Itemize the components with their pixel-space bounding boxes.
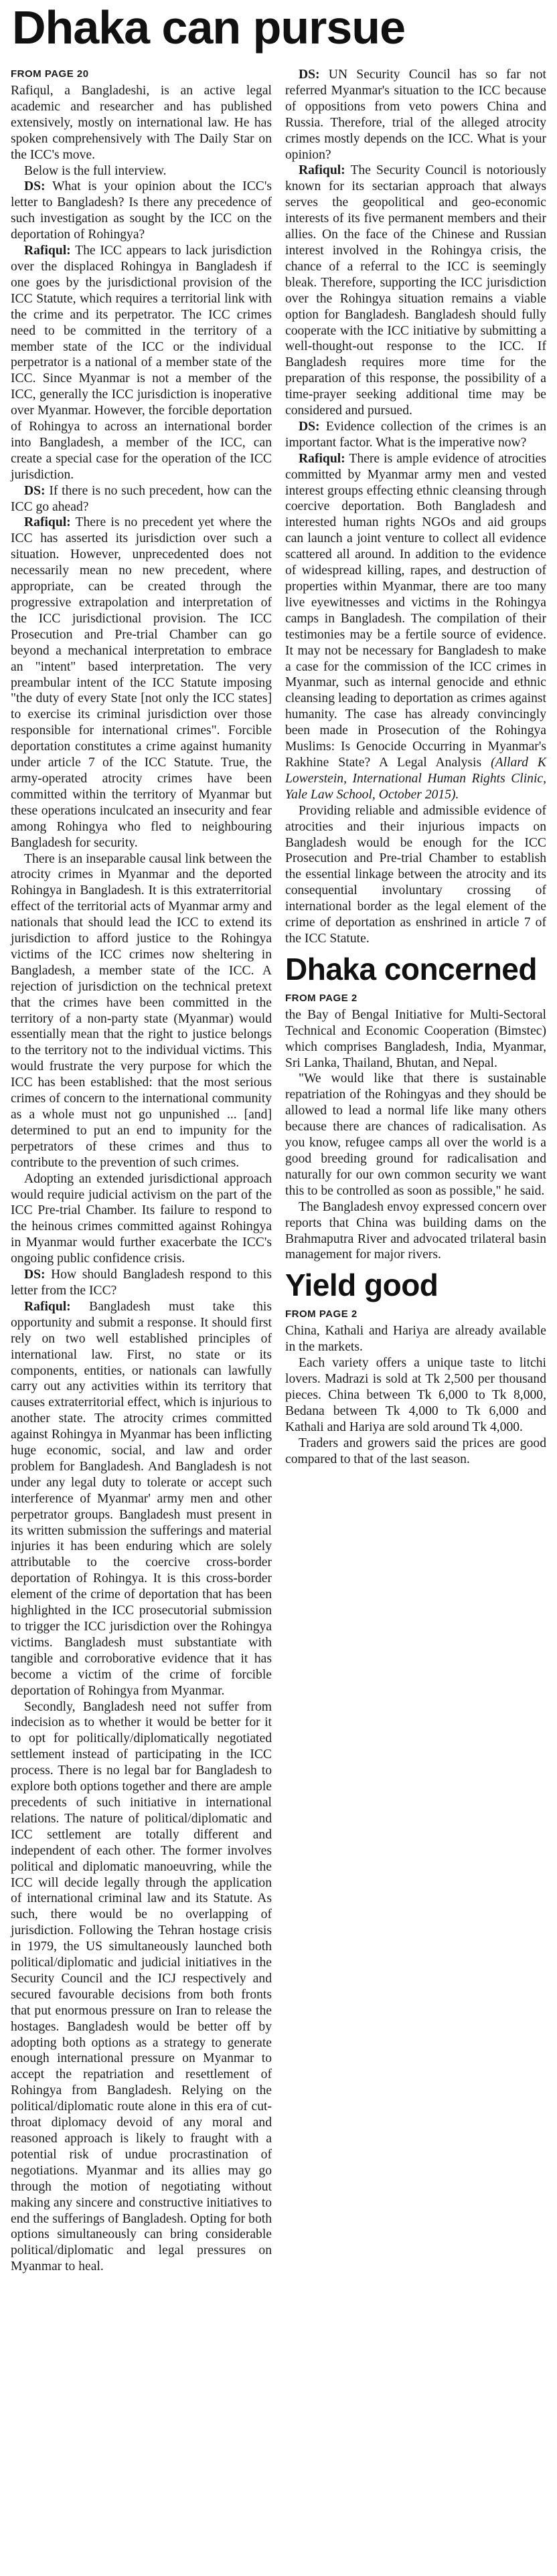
- answer-2: [11, 515, 272, 851]
- yield-good-paragraph-3: Traders and growers said the prices are good compared to that of the last season.: [285, 1436, 546, 1466]
- answer-text: The ICC appears to lack jurisdiction over the displaced Rohingya in Bangladesh if one goes by the jurisdictional provision of the ICC Statute, which requires a territorial link with the crime and its perpetrator. The ICC crimes need to be committed in the territory of a member state of the ICC or the individual perpetrator is a national of a member state of the ICC. Since Myanmar is not a member of the ICC, generally the ICC jurisdiction is inoperative over Myanmar. However, the forcible deportation of Rohingya to across an international border into Bangladesh, a member of the ICC, can create a special case for the operation of the ICC jurisdiction.: [11, 244, 272, 482]
- left-column: [11, 67, 272, 2275]
- answer-text: Bangladesh must take this opportunity and submit a response. It should first rely on two well established principles of international law. First, no state or its components, entities, or nationals can lawfully carry out any activities within its territory that causes extraterritorial effect, which is injurious to another state. The atrocity crimes committed against Rohingya in Myanmar has been inflicting huge economic, social, and law and order problem for Bangladesh. And Bangladesh is not under any legal duty to tolerate or accept such interference of Myanmar' army men and other perpetrator groups. Bangladesh must present in its written submission the sufferings and material injuries it has been enduring which are solely attributable to the coercive cross-border deportation of Rohingya. It is this cross-border element of the crime of deportation that has been highlighted in the ICC prosecutorial submission to trigger the ICC jurisdiction over the Rohingya victims. Bangladesh must substantiate with tangible and corroborative evidence that it has become a victim of the crime of forcible deportation of Rohingya from Myanmar.: [11, 1299, 272, 1698]
- intro-paragraph: Rafiqul, a Bangladeshi, is an active legal academic and researcher and has published extensively, mostly on international law. He has spoken comprehensively with The Daily Star on the ICC's move.: [11, 84, 272, 162]
- question-3: [11, 1267, 272, 1299]
- answer-text: The Security Council is notoriously known for its sectarian approach that always serves the geopolitical and geo-economic interests of its five permanent members and their allies. On the face of the Chinese and Russian interest involved in the Rohingya crisis, the chance of a referral to the ICC is seemingly bleak. Therefore, supporting the ICC jurisdiction over the Rohingya situation remains a viable option for Bangladesh. Bangladesh should fully cooperate with the ICC initiative by submitting a well-thought-out response to the ICC. If Bangladesh requires more time for the preparation of this response, the possibility of a time-prayer seeking additional time may be considered and pursued.: [285, 163, 547, 418]
- answer-text: There is no precedent yet where the ICC has asserted its jurisdiction over such a situation. However, unprecedented does not necessarily mean no new precedent, where appropriate, can be created through the progressive extrapolation and interpretation of the ICC jurisdictional provision. The ICC Prosecution and Pre-trial Chamber can go beyond a mechanical interpretation to embrace an "intent" based interpretation. The very preambular intent of the ICC Statute imposing "the duty of every State [not only the ICC states] to exercise its criminal jurisdiction over those responsible for international crimes". Forcible deportation constitutes a crime against humanity under article 7 of the ICC Statute. True, the army-operated atrocity crimes have been committed within the territory of Myanmar but these operations inculcated an insecurity and fear among Rohingya who fled to neighbouring Bangladesh for security.: [11, 515, 272, 850]
- question-label: DS:: [24, 1268, 46, 1282]
- answer-label: Rafiqul:: [24, 244, 71, 258]
- answer-label: Rafiqul:: [24, 515, 71, 530]
- question-label: DS:: [24, 483, 46, 498]
- yield-good-dateline: FROM PAGE 2: [285, 1308, 357, 1320]
- question-4: [285, 67, 546, 163]
- article-dateline: FROM PAGE 20: [11, 68, 89, 80]
- question-text: UN Security Council has so far not referred Myanmar's situation to the ICC because of oppositions from veto powers China and Russia. Therefore, trial of the alleged atrocity crimes mostly depends on the ICC. What is your opinion?: [285, 68, 547, 162]
- intro-note: Below is the full interview.: [24, 163, 167, 178]
- dhaka-concerned-headline: Dhaka concerned: [285, 951, 537, 986]
- question-label: DS:: [24, 179, 46, 194]
- answer-label: Rafiqul:: [299, 451, 345, 466]
- question-text: How should Bangladesh respond to this letter from the ICC?: [11, 1268, 272, 1298]
- dhaka-concerned-paragraph-1: the Bay of Bengal Initiative for Multi-Sectoral Technical and Economic Cooperation (Bimstec) which comprises Bangladesh, India, Myanmar, Sri Lanka, Thailand, Bhutan, and Nepal.: [285, 1007, 546, 1070]
- yield-good-headline: Yield good: [285, 1268, 439, 1303]
- article-headline: Dhaka can pursue: [12, 1, 405, 54]
- dhaka-concerned-paragraph-2: "We would like that there is sustainable repatriation of the Rohingyas and they should be allowed to lead a normal life like many others because there are chances of radicalisation. As you know, refugee camps all over the world is a good breeding ground for radicalisation and naturally for our own common security we want this to be controlled as soon as possible," he said.: [285, 1071, 546, 1198]
- answer-1: [11, 243, 272, 483]
- body-paragraph-secondly: Secondly, Bangladesh need not suffer from indecision as to whether it would be better for it to opt for politically/diplomatically negotiated settlement instead of participating in the ICC process. There is no legal bar for Bangladesh to explore both options together and there are ample precedents of such initiative in international relations. The nature of political/diplomatic and ICC settlement are totally different and independent of each other. The former involves political and diplomatic manoeuvring, while the ICC will decide legally through the application of international criminal law and its Statute. As such, there would be no overlapping of jurisdiction. Following the Tehran hostage crisis in 1979, the US simultaneously launched both political/diplomatic and judicial initiatives in the Security Council and the ICJ respectively and secured favourable decisions from both fronts that put enormous pressure on Iran to release the hostages. Bangladesh would be better off by adopting both options as a strategy to generate enough international pressure on Myanmar to accept the repatriation and resettlement of Rohingya from Bangladesh. Relying on the political/diplomatic route alone in this era of cut-throat diplomacy devoid of any moral and reasoned approach is likely to fraught with a potential risk of undue procrastination of negotiations. Myanmar and its allies may go through the motion of negotiating without making any sincere and constructive initiatives to end the sufferings of Bangladesh. Opting for both options simultaneously can bring considerable political/diplomatic and legal pressures on Myanmar to heal.: [11, 1699, 272, 2274]
- question-text: If there is no such precedent, how can the ICC go ahead?: [11, 483, 272, 514]
- question-5: [285, 419, 546, 451]
- body-paragraph-causal-link: There is an inseparable causal link between the atrocity crimes in Myanmar and the deported Rohingya in Bangladesh. It is this extraterritorial effect of the territorial acts of Myanmar army and nationals that should lead the ICC to extend its jurisdiction to afford justice to the Rohingya victims of the ICC crimes now sheltering in Bangladesh, a member state of the ICC. A rejection of jurisdiction on the technical pretext that the crimes have been committed in the territory of a non-party state (Myanmar) would essentially mean that the right to justice belongs to the territory not to the individual victims. This would frustrate the very purpose for which the ICC has been established: that the most serious crimes of concern to the international community as a whole must not go unpunished ... [and] determined to put an end to impunity for the perpetrators of these crimes and thus to contribute to the prevention of such crimes.: [11, 851, 272, 1170]
- question-label: DS:: [299, 68, 320, 82]
- question-text: Evidence collection of the crimes is an important factor. What is the imperative now?: [285, 419, 547, 450]
- right-column: [285, 67, 546, 1468]
- answer-label: Rafiqul:: [299, 163, 345, 178]
- yield-good-paragraph-1: China, Kathali and Hariya are already available in the markets.: [285, 1324, 546, 1355]
- answer-4: [285, 163, 546, 419]
- question-text: What is your opinion about the ICC's letter to Bangladesh? Is there any precedence of such investigation as sought by the ICC on the deportation of Rohingya?: [11, 179, 272, 242]
- dhaka-concerned-dateline: FROM PAGE 2: [285, 992, 357, 1004]
- answer-5: [285, 451, 546, 803]
- answer-text: There is ample evidence of atrocities committed by Myanmar army men and vested interest groups effecting ethnic cleansing through coercive deportation. Both Bangladesh and interested human rights NGOs and aid groups can launch a joint venture to collect all evidence scattered all around. In addition to the evidence of widespread killing, rapes, and destruction of properties within Myanmar, there are too many live eyewitnesses and victims in the Rohingya camps in Bangladesh. The compilation of their testimonies may be a fertile source of evidence. It may not be necessary for Bangladesh to make a case for the commission of the ICC crimes in Myanmar, such as internal genocide and ethnic cleansing leading to deportation as crimes against humanity. The case has already convincingly been made in Prosecution of the Rohingya Muslims: Is Genocide Occurring in Myanmar's Rakhine State? A Legal Analysis: [285, 451, 547, 770]
- citation: (Allard K Lowerstein, International Human Rights Clinic, Yale Law School, October 2015).: [285, 755, 546, 802]
- dhaka-concerned-paragraph-3: The Bangladesh envoy expressed concern over reports that China was building dams on the Brahmaputra River and advocated trilateral basin management for major rivers.: [285, 1199, 546, 1262]
- yield-good-paragraph-2: Each variety offers a unique taste to litchi lovers. Madrazi is sold at Tk 2,500 per thousand pieces. China between Tk 6,000 to Tk 8,000, Bedana between Tk 4,000 to Tk 6,000 and Kathali and Hariya are sold around Tk 4,000.: [285, 1356, 546, 1434]
- answer-3: [11, 1299, 272, 1699]
- body-paragraph-adopting: Adopting an extended jurisdictional approach would require judicial activism on the part of the ICC Pre-trial Chamber. Its failure to respond to the heinous crimes committed against Rohingya in Myanmar would further exacerbate the ICC's ongoing public confidence crisis.: [11, 1171, 272, 1266]
- question-label: DS:: [299, 419, 320, 434]
- body-paragraph-providing: Providing reliable and admissible evidence of atrocities and their injurious impacts on Bangladesh would be enough for the ICC Prosecution and Pre-trial Chamber to establish the essential linkage between the atrocity and its consequential involuntary crossing of international border as the legal element of the crime of deportation as enshrined in article 7 of the ICC Statute.: [285, 803, 546, 946]
- answer-label: Rafiqul:: [24, 1299, 71, 1314]
- question-1: [11, 179, 272, 243]
- question-2: [11, 483, 272, 515]
